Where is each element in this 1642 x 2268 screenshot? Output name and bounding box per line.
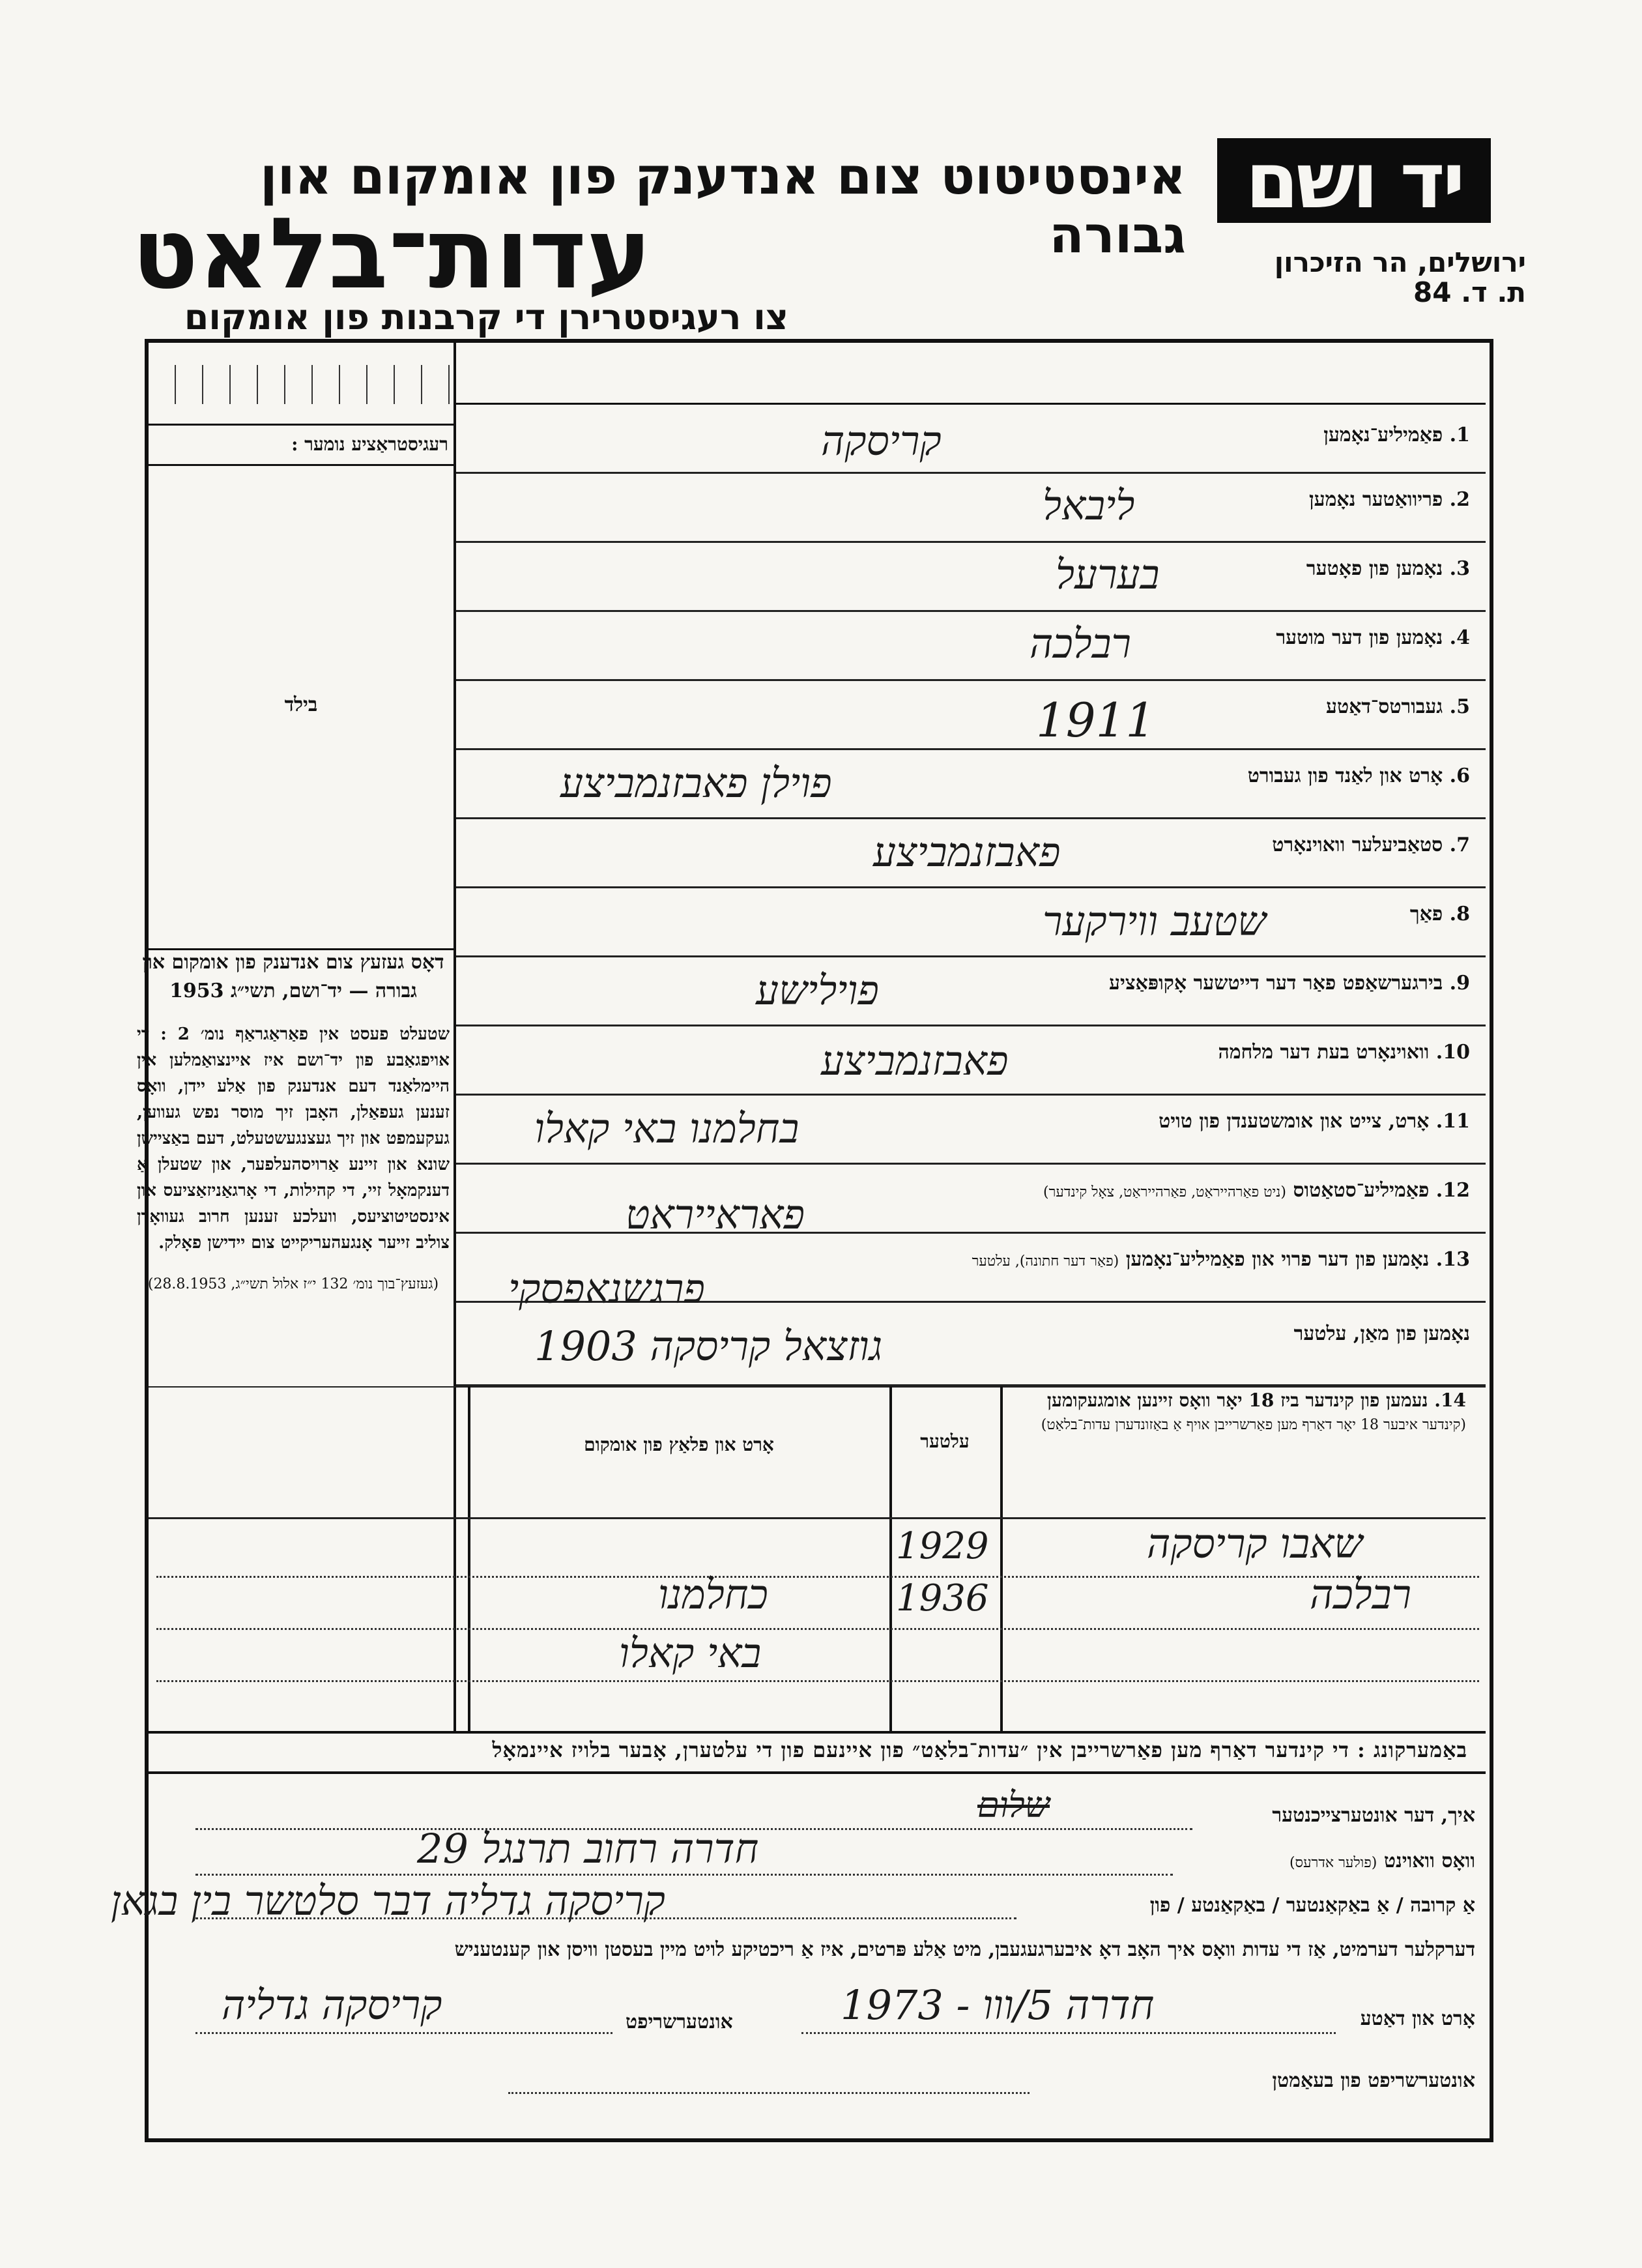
field-label: 2. פריוואַטער נאָמען xyxy=(1308,488,1470,511)
row-divider xyxy=(149,424,454,426)
signature-line[interactable] xyxy=(195,2032,612,2034)
registration-number-label: רעגיסטראַציע נומער : xyxy=(291,433,448,455)
field-label: 4. נאָמען פון דער מוטער xyxy=(1276,626,1470,649)
page-subtitle: צו רעגיסטרירן די קרבנות פון אומקום xyxy=(184,297,788,338)
field-label: 6. אָרט און לאַנד פון געבורט xyxy=(1247,764,1470,787)
location-line-1: ירושלים, הר הזיכרון xyxy=(1274,246,1526,278)
field-label: 5. געבורטס־דאַטע xyxy=(1326,695,1470,718)
field-row-11[interactable] xyxy=(456,1096,1486,1165)
child-row-line xyxy=(156,1576,1479,1578)
field-row-3[interactable] xyxy=(456,543,1486,612)
field-label: 12. פאַמיליע־סטאַטוס (ניט פאַרהייראַט, פאַרהייראַט, צאָל קינדער) xyxy=(1043,1179,1470,1202)
child-1-age: 1929 xyxy=(896,1525,989,1567)
official-signature-label: אונטערשריפט פון בעאַמטן xyxy=(1272,2069,1475,2092)
field-value: שטעב ווירקער xyxy=(1043,897,1267,945)
field-label: 10. וואוינאָרט בעת דער מלחמה xyxy=(1218,1041,1470,1064)
child-row-line xyxy=(156,1628,1479,1630)
field-value: פאבזנמביצע xyxy=(821,1037,1009,1084)
name-value: שלום xyxy=(977,1784,1050,1825)
child-3-place: באי קאלו xyxy=(619,1629,762,1677)
institute-title: אינסטיטוט צום אנדענק פון אומקום און גבורה xyxy=(260,147,1186,265)
field-value: ליבאל xyxy=(1043,482,1135,529)
relation-value: קריסקה גדליה דבר סלטשר בין בגאן xyxy=(111,1877,665,1925)
col-header-age: עלטער xyxy=(920,1431,970,1452)
field-label: 8. פאַך xyxy=(1409,903,1470,925)
location-line-2: ת. ד. 84 xyxy=(1413,276,1526,308)
field-row-6[interactable] xyxy=(456,750,1486,819)
field-row-12[interactable] xyxy=(456,1165,1486,1238)
address-label: וואָס וואוינט (פולער אדרעס) xyxy=(1289,1850,1475,1872)
child-2-place: כחלמנו xyxy=(658,1571,768,1618)
field-value: פוילן פאבזנמביצע xyxy=(560,759,832,807)
children-label: 14. נעמען פון קינדער ביז 18 יאָר וואָס זיינען אומגעקומען xyxy=(1046,1389,1466,1411)
law-heading: דאָס געזעץ צום אנדענק פון אומקום און גבורה — יד־ושם, תשי״ג 1953 xyxy=(142,951,444,1002)
field-label: 11. אָרט, צייט און אומשטענדן פון טויט xyxy=(1159,1110,1470,1133)
field-value: קריסקה xyxy=(821,417,942,465)
photo-label: בילד xyxy=(284,693,318,716)
child-1-name: שאבו קריסקה xyxy=(1147,1520,1363,1567)
signature-label: אונטערשריפט xyxy=(626,2011,733,2033)
location-block xyxy=(1275,248,1526,308)
law-text xyxy=(137,948,450,1313)
remark-note: באַמערקונג : די קינדער דאַרף מען פאַרשרייבן אין ״עדות־בלאַט״ פון איינעם פון די עלטערן, אָבער בלויז איינמאָל xyxy=(492,1737,1467,1762)
page-title: עדות־בלאט xyxy=(132,197,652,311)
field-row-9[interactable] xyxy=(456,957,1486,1026)
field-row-7[interactable] xyxy=(456,819,1486,888)
field-row-4[interactable] xyxy=(456,612,1486,681)
row-divider xyxy=(149,1731,1486,1734)
field-row-husband[interactable] xyxy=(456,1303,1486,1386)
signature-value: קריסקה גדליה xyxy=(222,1981,442,2029)
field-value: בחלמנו באי קאלו xyxy=(534,1105,799,1152)
law-body: שטעלט פעסט אין פאַראַגראַף נומ׳ 2 : די אויפגאַבע פון יד־ושם איז איינצואַמלען אין היימלאַנד דעם אנדענק פון אַלע יידן, וואָס זענען געפאַלן, האָבן זיך מוסר נפש געווען, געקעמפט און זיך געצנגעשטעלט, דעם באַציישן שונא און זיינע אַרויסהעלפער, און שטעלן אַ דענקמאָל זיי, די קהילות, די אָרגאַניזאַציעס און אינסטיטוציעס, וועלכע זענען חרוב געוואָרן צוליב זייער אָנגעהעריקייט צום יידישן פאָלק. xyxy=(137,1025,450,1253)
field-label: 9. בירגערשאַפט פאַר דער דייטשער אָקופּאַציע xyxy=(1108,972,1470,995)
photo-box[interactable] xyxy=(149,465,454,948)
field-value: בערעל xyxy=(1056,551,1160,598)
field-label: 1. פאַמיליע־נאָמען xyxy=(1323,424,1470,446)
law-footer: (געזעץ־בוך נומ׳ 132 י״ז אלול תשי״ג, 28.8.1953) xyxy=(147,1276,439,1292)
child-row-line xyxy=(156,1680,1479,1682)
field-label: 13. נאָמען פון דער פרוי און פאַמיליע־נאָמען (פאַר דער חתונה), עלטער xyxy=(972,1248,1470,1271)
field-value: פאראייראט xyxy=(626,1191,805,1238)
row-divider xyxy=(149,1386,1486,1388)
field-value: 1911 xyxy=(1036,693,1156,748)
address-value: חדרה רחוב תרנגל 29 xyxy=(417,1825,759,1872)
field-row-13[interactable] xyxy=(456,1234,1486,1313)
field-value: פרגשנאפסקי xyxy=(508,1265,705,1313)
name-label: איך, דער אונטערצייכנטער xyxy=(1272,1804,1475,1827)
field-label: נאָמען פון מאַן, עלטער xyxy=(1293,1322,1470,1345)
child-2-name: רבלכה xyxy=(1310,1571,1411,1618)
field-value: פוילישע xyxy=(756,967,879,1014)
field-row-2[interactable] xyxy=(456,474,1486,543)
field-label: 3. נאָמען פון פאָטער xyxy=(1306,557,1470,580)
relation-label: אַ קרובה / אַ באַקאַנטער / באַקאַנטע / פון xyxy=(1149,1894,1475,1917)
place-date-line[interactable] xyxy=(801,2032,1336,2034)
row-divider xyxy=(149,1517,1486,1519)
address-line[interactable] xyxy=(195,1874,1173,1876)
place-date-label: אָרט און דאַטע xyxy=(1360,2007,1475,2030)
field-value: פאבזנמביצע xyxy=(873,828,1061,876)
declaration-text: דערקלער דערמיט, אַז די עדות וואָס איך האָב דאָ איבערגעגעבן, מיט אַלע פּרטים, איז אַ ריכטיקע לויט מיין בעסטן וויסן און קענטעניש xyxy=(454,1938,1475,1961)
field-label: 7. סטאַביעלער וואוינאָרט xyxy=(1272,834,1470,856)
col-header-place: אָרט און פלאַץ פון אומקום xyxy=(584,1434,774,1455)
field-row-1[interactable] xyxy=(456,404,1486,474)
field-value: רבלכה xyxy=(1030,620,1131,667)
children-header xyxy=(1010,1388,1466,1438)
yad-vashem-logo: יד ושם xyxy=(1217,138,1491,223)
field-value: גוזצאל קריסקה 1903 xyxy=(534,1322,883,1370)
registration-boxes xyxy=(149,365,454,404)
place-date-value: חדרה 5/ווו - 1973 xyxy=(841,1981,1155,2029)
row-divider xyxy=(149,1771,1486,1774)
children-note: (קינדער איבער 18 יאָר דאַרף מען פאַרשרייבן אויף אַ באַזונדערן עדות־בלאַט) xyxy=(1041,1417,1466,1433)
field-row-8[interactable] xyxy=(456,888,1486,957)
official-signature-line[interactable] xyxy=(508,2092,1030,2094)
child-2-age: 1936 xyxy=(896,1577,989,1620)
field-row-5[interactable] xyxy=(456,681,1486,750)
field-row-10[interactable] xyxy=(456,1026,1486,1096)
